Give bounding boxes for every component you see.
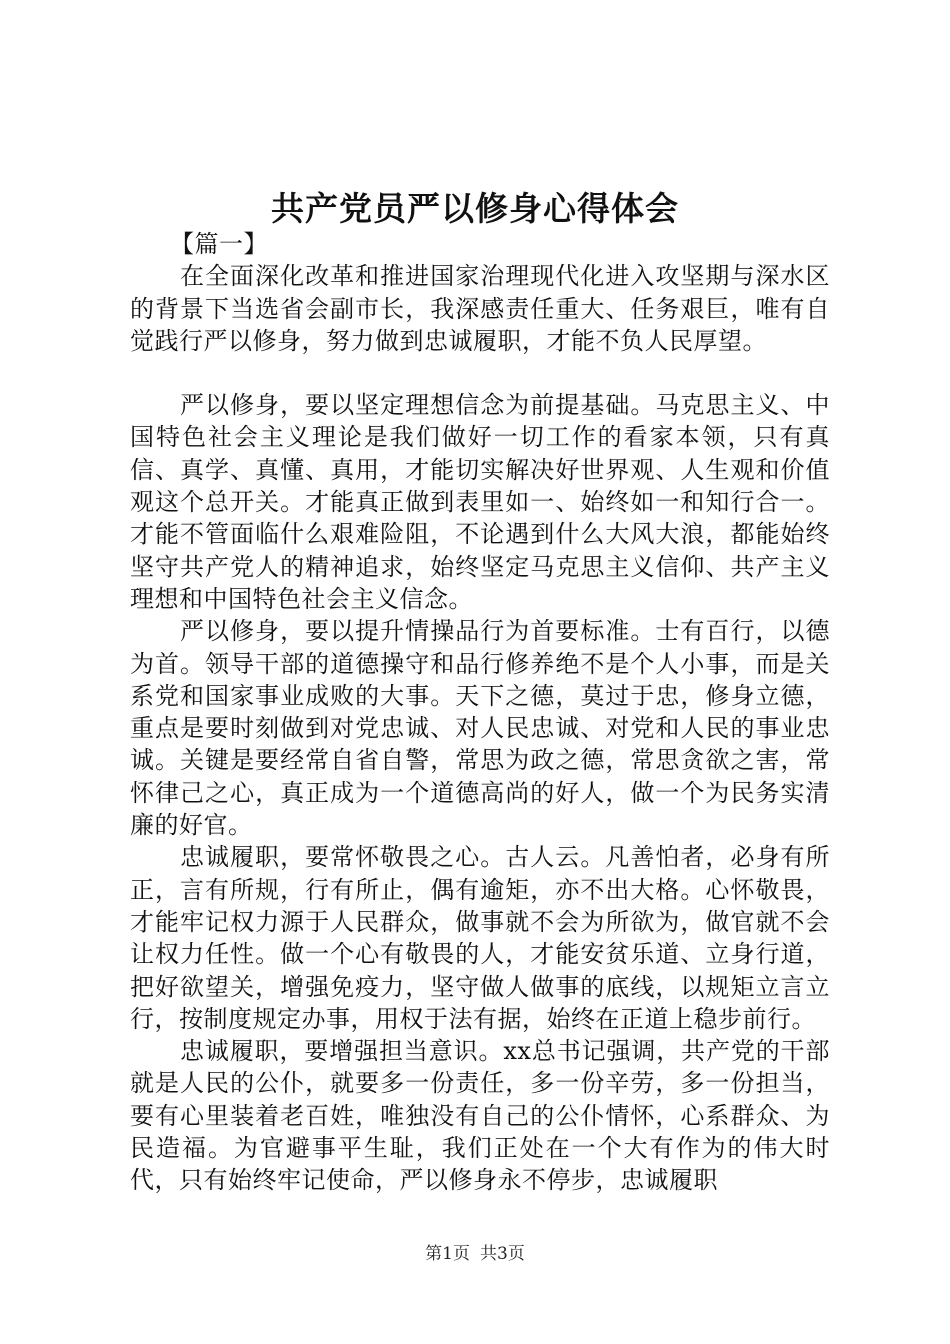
paragraph-2: 严以修身，要以坚定理想信念为前提基础。马克思主义、中国特色社会主义理论是我们做好一切工作的看家本领，只有真信、真学、真懂、真用，才能切实解决好世界观、人生观和价值观这个总开关。才能真正做到表里如一、始终如一和知行合一。才能不管面临什么艰难险阻，不论遇到什么大风大浪，都能始终坚守共产党人的精神追求，始终坚定马克思主义信仰、共产主义理想和中国特色社会主义信念。 <box>130 391 830 613</box>
paragraph-1: 在全面深化改革和推进国家治理现代化进入攻坚期与深水区的背景下当选省会副市长，我深感责任重大、任务艰巨，唯有自觉践行严以修身，努力做到忠诚履职，才能不负人民厚望。 <box>130 262 830 355</box>
paragraph-4: 忠诚履职，要常怀敬畏之心。古人云。凡善怕者，必身有所正，言有所规，行有所止，偶有逾矩，亦不出大格。心怀敬畏，才能牢记权力源于人民群众，做事就不会为所欲为，做官就不会让权力任性。做一个心有敬畏的人，才能安贫乐道、立身行道，把好欲望关，增强免疫力，坚守做人做事的底线，以规矩立言立行，按制度规定办事，用权于法有据，始终在正道上稳步前行。 <box>130 843 830 1033</box>
document-body <box>130 228 830 1197</box>
page-total: 共3页 <box>480 1244 525 1264</box>
document-title: 共产党员严以修身心得体会 <box>271 189 679 228</box>
paragraph-5: 忠诚履职，要增强担当意识。xx总书记强调，共产党的干部就是人民的公仆，就要多一份责任，多一份辛劳，多一份担当，要有心里装着老百姓，唯独没有自己的公仆情怀，心系群众、为民造福。为官避事平生耻，我们正处在一个大有作为的伟大时代，只有始终牢记使命，严以修身永不停步，忠诚履职 <box>130 1037 830 1195</box>
page-number: 第1页 <box>425 1244 470 1264</box>
section-label: 【篇一】 <box>170 230 268 258</box>
paragraph-3: 严以修身，要以提升情操品行为首要标准。士有百行，以德为首。领导干部的道德操守和品行修养绝不是个人小事，而是关系党和国家事业成败的大事。天下之德，莫过于忠，修身立德，重点是要时刻做到对党忠诚、对人民忠诚、对党和人民的事业忠诚。关键是要经常自省自警，常思为政之德，常思贪欲之害，常怀律己之心，真正成为一个道德高尚的好人，做一个为民务实清廉的好官。 <box>130 617 830 840</box>
page-footer <box>0 1242 950 1266</box>
